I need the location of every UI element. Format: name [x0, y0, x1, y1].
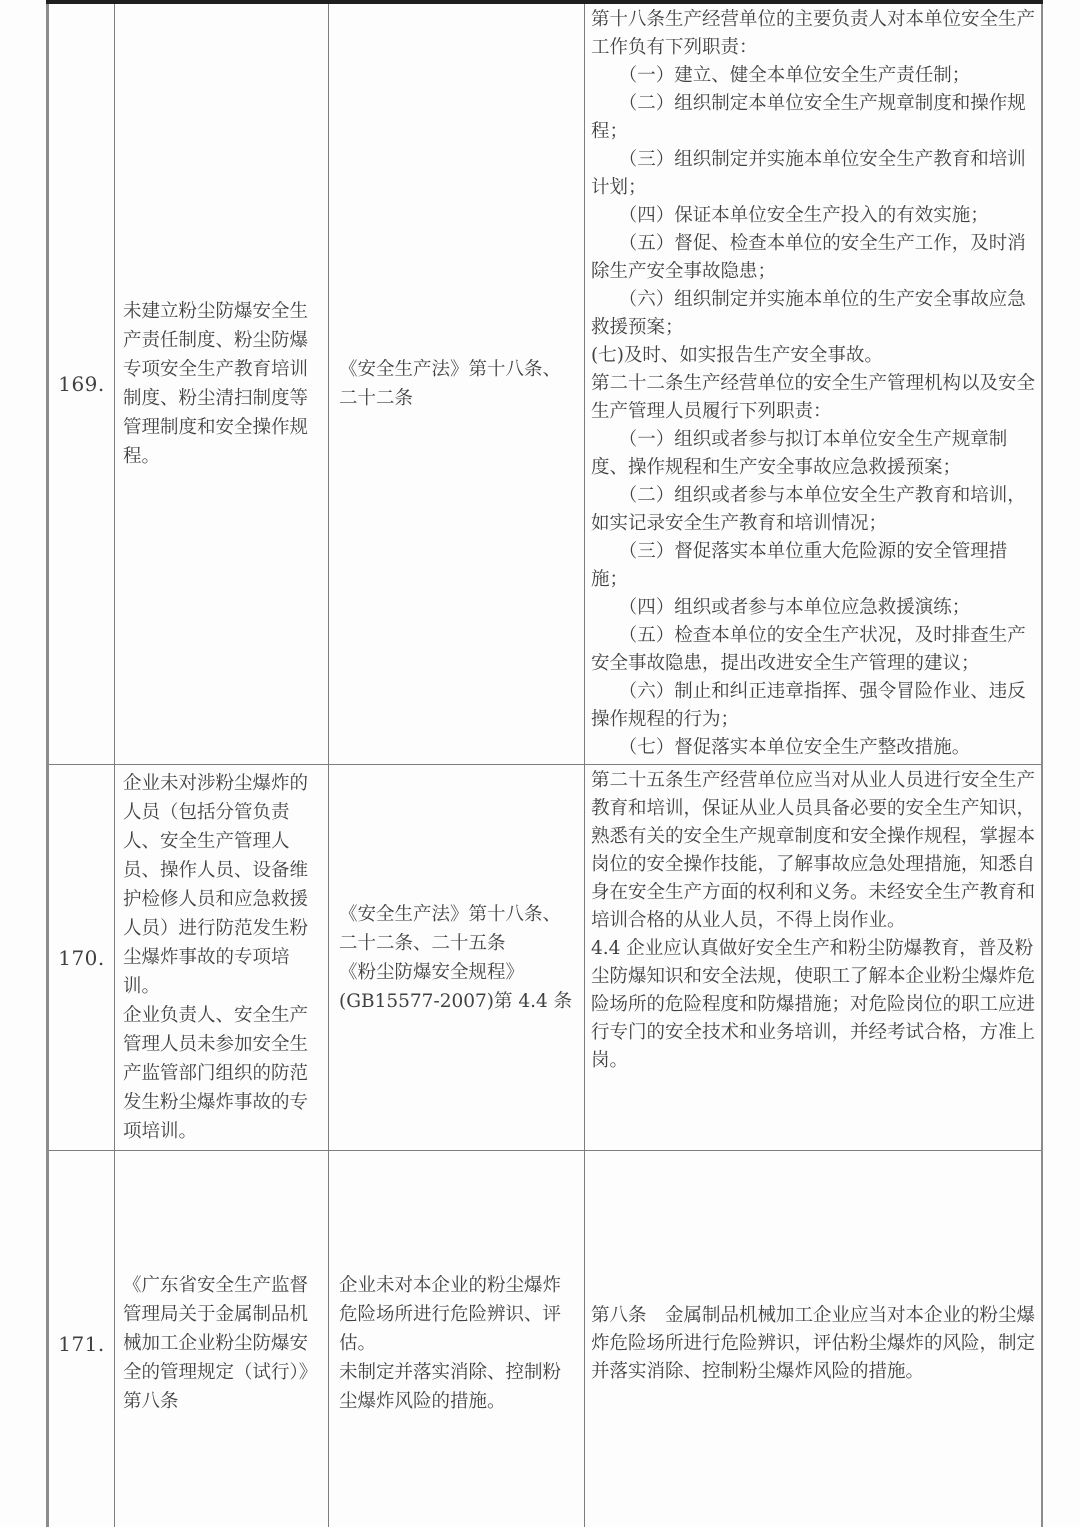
violation-cell [115, 765, 329, 1151]
paragraph: 第八条 金属制品机械加工企业应当对本企业的粉尘爆炸危险场所进行危险辨识，评估粉尘爆炸的风险，制定并落实消除、控制粉尘爆炸风险的措施。 [591, 1304, 1036, 1382]
paragraph: （六）制止和纠正违章指挥、强令冒险作业、违反操作规程的行为； [591, 681, 1026, 730]
paragraph: （一）组织或者参与拟订本单位安全生产规章制度、操作规程和生产安全事故应急救援预案； [591, 429, 1008, 478]
row-number-cell: 171. [48, 1151, 115, 1527]
paragraph: 《粉尘防爆安全规程》 [339, 961, 525, 983]
paragraph: （三）组织制定并实施本单位安全生产教育和培训计划； [591, 149, 1026, 198]
paragraph: 企业未对本企业的粉尘爆炸危险场所进行危险辨识、评估。 [339, 1275, 562, 1355]
paragraph: （二）组织制定本单位安全生产规章制度和操作规程； [591, 93, 1026, 142]
paragraph: （四）保证本单位安全生产投入的有效实施； [591, 205, 989, 226]
provision-text-cell [585, 1151, 1042, 1527]
legal-basis-cell [329, 2, 585, 765]
paragraph: 4.4 企业应认真做好安全生产和粉尘防爆教育，普及粉尘防爆知识和安全法规，使职工了解本企业粉尘爆炸危险场所的危险程度和防爆措施；对危险岗位的职工应进行专门的安全技术和业务培训，并经考试合格，方准上岗。 [591, 938, 1036, 1071]
table-row [48, 2, 1042, 765]
paragraph: （五）检查本单位的安全生产状况，及时排查生产安全事故隐患，提出改进安全生产管理的建议； [591, 625, 1026, 674]
row-number-cell: 169. [48, 2, 115, 765]
provision-text-cell [585, 765, 1042, 1151]
paragraph: （三）督促落实本单位重大危险源的安全管理措施； [591, 541, 1008, 590]
paragraph: 第十八条生产经营单位的主要负责人对本单位安全生产工作负有下列职责： [591, 9, 1036, 58]
paragraph: 第二十二条生产经营单位的安全生产管理机构以及安全生产管理人员履行下列职责： [591, 373, 1036, 422]
regulation-table [46, 0, 1043, 1527]
paragraph: 《广东省安全生产监督管理局关于金属制品机械加工企业粉尘防爆安全的管理规定（试行）》第八条 [123, 1275, 318, 1413]
paragraph: (GB15577-2007)第 4.4 条 [339, 990, 573, 1012]
paragraph: 第二十五条生产经营单位应当对从业人员进行安全生产教育和培训，保证从业人员具备必要的安全生产知识，熟悉有关的安全生产规章制度和安全操作规程，掌握本岗位的安全操作技能，了解事故应急处理措施，知悉自身在安全生产方面的权利和义务。未经安全生产教育和培训合格的从业人员，不得上岗作业。 [591, 770, 1036, 931]
table-row [48, 765, 1042, 1151]
legal-basis-cell [329, 765, 585, 1151]
paragraph: 未建立粉尘防爆安全生产责任制度、粉尘防爆专项安全生产教育培训制度、粉尘清扫制度等管理制度和安全操作规程。 [123, 301, 309, 467]
paragraph: 未制定并落实消除、控制粉尘爆炸风险的措施。 [339, 1362, 562, 1413]
paragraph: 企业负责人、安全生产管理人员未参加安全生产监管部门组织的防范发生粉尘爆炸事故的专项培训。 [123, 1005, 309, 1142]
row-number-cell: 170. [48, 765, 115, 1151]
violation-cell [115, 2, 329, 765]
paragraph: （七）督促落实本单位安全生产整改措施。 [591, 737, 971, 758]
paragraph: 《安全生产法》第十八条、二十二条 [339, 359, 562, 409]
paragraph: （一）建立、健全本单位安全生产责任制； [591, 65, 971, 86]
paragraph: （五）督促、检查本单位的安全生产工作，及时消除生产安全事故隐患； [591, 233, 1026, 282]
table-row [48, 1151, 1042, 1527]
paragraph: (七)及时、如实报告生产安全事故。 [591, 345, 883, 366]
legal-basis-cell [115, 1151, 329, 1527]
violation-cell [329, 1151, 585, 1527]
paragraph: （二）组织或者参与本单位安全生产教育和培训，如实记录安全生产教育和培训情况； [591, 485, 1026, 534]
paragraph: （六）组织制定并实施本单位的生产安全事故应急救援预案； [591, 289, 1026, 338]
provision-text-cell [585, 2, 1042, 765]
paragraph: 企业未对涉粉尘爆炸的人员（包括分管负责人、安全生产管理人员、操作人员、设备维护检修人员和应急救援人员）进行防范发生粉尘爆炸事故的专项培训。 [123, 773, 309, 997]
paragraph: 《安全生产法》第十八条、二十二条、二十五条 [339, 903, 562, 954]
paragraph: （四）组织或者参与本单位应急救援演练； [591, 597, 971, 618]
